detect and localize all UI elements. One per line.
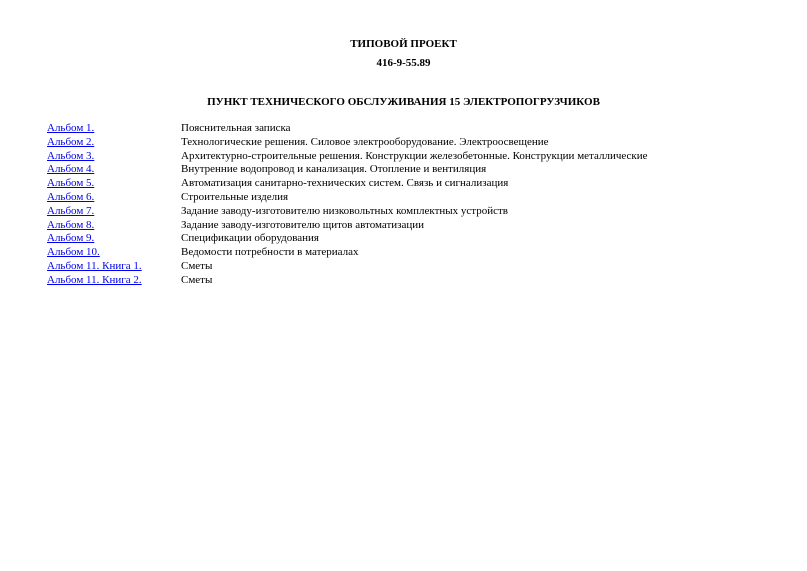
album-row xyxy=(47,219,787,233)
album-row xyxy=(47,274,787,288)
project-code: 416-9-55.89 xyxy=(376,57,431,69)
album-link[interactable]: Альбом 1. xyxy=(47,122,95,134)
album-description: Ведомости потребности в материалах xyxy=(181,246,359,259)
album-link[interactable]: Альбом 10. xyxy=(47,246,100,259)
album-link[interactable]: Альбом 6. xyxy=(47,190,95,203)
album-link[interactable]: Альбом 11. Книга 2. xyxy=(47,273,142,286)
album-description: Автоматизация санитарно-технических систем. Связь и сигнализация xyxy=(181,177,509,190)
album-row xyxy=(47,136,787,150)
album-link[interactable]: Альбом 7. xyxy=(47,204,95,217)
album-row xyxy=(47,177,787,191)
album-link[interactable]: Альбом 4. xyxy=(47,163,95,176)
album-description: Задание заводу-изготовителю щитов автоматизации xyxy=(181,218,425,231)
album-row xyxy=(47,246,787,260)
album-link[interactable]: Альбом 2. xyxy=(47,135,95,148)
album-row xyxy=(47,191,787,205)
album-description: Спецификации оборудования xyxy=(181,232,319,245)
album-link[interactable]: Альбом 11. Книга 1. xyxy=(47,259,142,272)
album-row xyxy=(47,205,787,219)
document-subtitle: ПУНКТ ТЕХНИЧЕСКОГО ОБСЛУЖИВАНИЯ 15 ЭЛЕКТРОПОГРУЗЧИКОВ xyxy=(207,96,600,108)
album-row xyxy=(47,163,787,177)
album-description: Внутренние водопровод и канализация. Отопление и вентиляция xyxy=(181,163,487,176)
document-title: ТИПОВОЙ ПРОЕКТ xyxy=(350,38,457,50)
album-row xyxy=(47,122,787,136)
album-row xyxy=(47,232,787,246)
album-link[interactable]: Альбом 9. xyxy=(47,232,95,245)
album-description: Задание заводу-изготовителю низковольтных комплектных устройств xyxy=(181,204,509,217)
album-description: Технологические решения. Силовое электрооборудование. Электроосвещение xyxy=(181,135,549,148)
album-row xyxy=(47,260,787,274)
album-link[interactable]: Альбом 5. xyxy=(47,177,95,190)
album-link[interactable]: Альбом 8. xyxy=(47,218,95,231)
album-description: Архитектурно-строительные решения. Конструкции железобетонные. Конструкции металлические xyxy=(181,149,648,162)
album-link[interactable]: Альбом 3. xyxy=(47,149,95,162)
album-description: Сметы xyxy=(181,273,213,286)
album-row xyxy=(47,150,787,164)
album-description: Строительные изделия xyxy=(181,190,289,203)
album-description: Пояснительная записка xyxy=(181,122,291,134)
album-description: Сметы xyxy=(181,259,213,272)
album-list xyxy=(47,122,787,288)
